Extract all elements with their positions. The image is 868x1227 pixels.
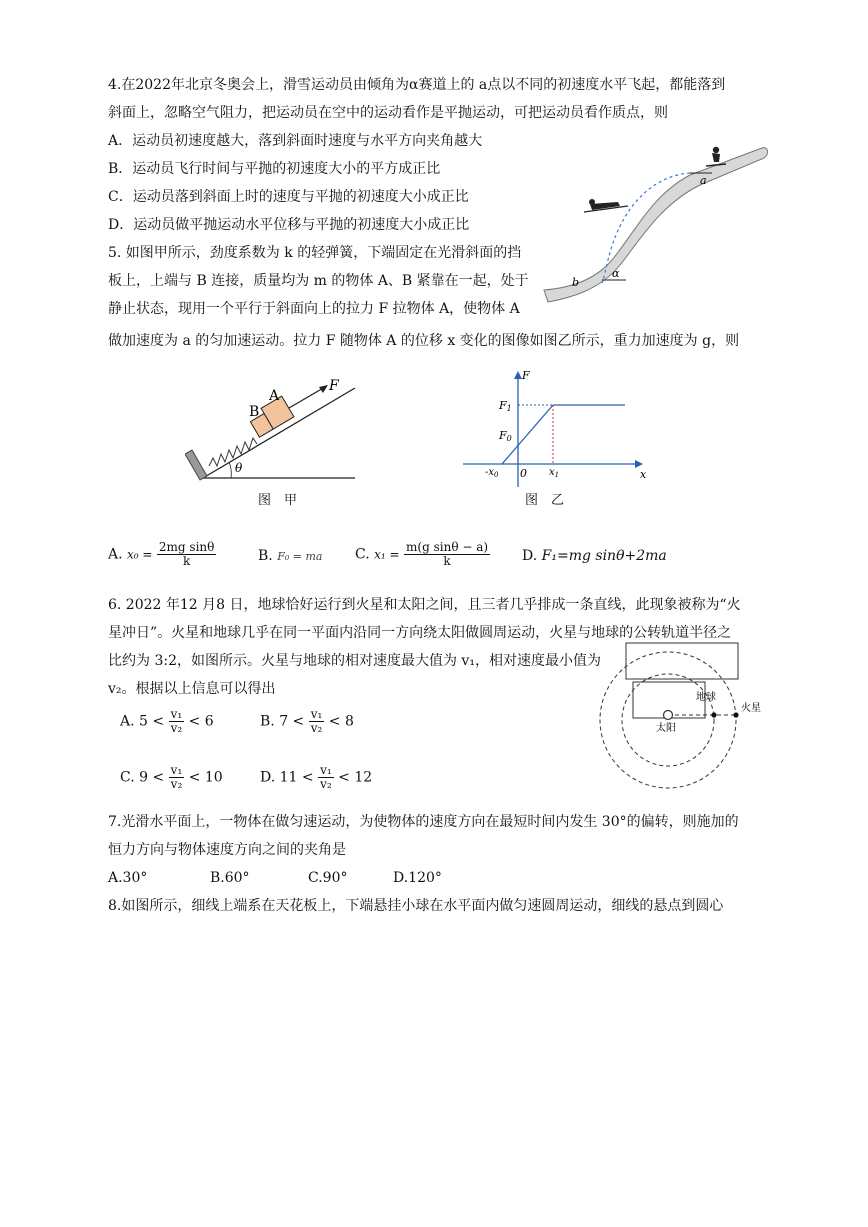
q6-option-d: D. 11 < $\frac{\text{v₁}}{\text{v₂}}$ < 12 bbox=[260, 763, 373, 791]
q5-option-c: C. x₁ = $\frac{\text{m(g sinθ − a)}}{k}$ bbox=[355, 540, 489, 568]
q6-option-a: A. 5 < $\frac{\text{v₁}}{\text{v₂}}$ < 6 bbox=[120, 707, 214, 735]
earth-dot bbox=[711, 712, 716, 717]
q7-stem-line1: 7.光滑水平面上，一物体在做匀速运动，为使物体的速度方向在最短时间内发生 30°的偏转，则施加的 bbox=[108, 814, 739, 830]
q4-option-a: A．运动员初速度越大，落到斜面时速度与水平方向夹角越大 bbox=[108, 133, 483, 149]
label-block-b: B bbox=[249, 404, 260, 420]
q7-stem-line2: 恒力方向与物体速度方向之间的夹角是 bbox=[108, 842, 346, 858]
q5-stem-line1: 5. 如图甲所示，劲度系数为 k 的轻弹簧，下端固定在光滑斜面的挡 bbox=[108, 245, 522, 261]
label-force: F bbox=[329, 378, 339, 394]
q6-stem-line1: 6. 2022 年12 月8 日，地球恰好运行到火星和太阳之间，且三者几乎排成一条直线，此现象被称为“火 bbox=[108, 597, 741, 613]
q4-option-c: C．运动员落到斜面上时的速度与平抛的初速度大小成正比 bbox=[108, 189, 469, 205]
label-earth: 地球 bbox=[696, 692, 716, 703]
q6-stem-line3: 比约为 3:2，如图所示。火星与地球的相对速度最大值为 v₁，相对速度最小值为 bbox=[108, 653, 601, 669]
q5-stem-line4: 做加速度为 a 的匀加速运动。拉力 F 随物体 A 的位移 x 变化的图像如图乙所示，重力加速度为 g，则 bbox=[108, 333, 740, 349]
q7-option-d: D.120° bbox=[393, 870, 442, 886]
label-neg-x0: $-x_0$ bbox=[485, 467, 499, 479]
label-sun: 太阳 bbox=[656, 723, 676, 734]
q4-stem-line1: 4.在2022年北京冬奥会上，滑雪运动员由倾角为α赛道上的 a点以不同的初速度水平飞起，都能落到 bbox=[108, 77, 726, 93]
blank-box-top bbox=[626, 643, 738, 679]
figure-jia bbox=[185, 378, 360, 503]
baffle-plate bbox=[185, 450, 207, 480]
ski-slope-figure bbox=[540, 140, 770, 310]
q7-option-b: B.60° bbox=[210, 870, 250, 886]
spring bbox=[209, 438, 257, 466]
q4-option-d: D．运动员做平抛运动水平位移与平抛的初速度大小成正比 bbox=[108, 217, 470, 233]
caption-yi: 图 乙 bbox=[525, 493, 565, 508]
q7-option-c: C.90° bbox=[308, 870, 348, 886]
axis-label-f: F bbox=[522, 369, 530, 382]
axis-label-x: x bbox=[640, 468, 647, 481]
label-alpha: α bbox=[612, 267, 620, 280]
q5-option-b: B. F₀ = ma bbox=[258, 548, 323, 564]
label-f1: F1 bbox=[499, 399, 512, 413]
q6-stem-line4: v₂。根据以上信息可以得出 bbox=[108, 681, 276, 697]
q8-stem-line1: 8.如图所示，细线上端系在天花板上，下端悬挂小球在水平面内做匀速圆周运动，细线的悬点到圆心 bbox=[108, 898, 724, 914]
q6-stem-line2: 星冲日”。火星和地球几乎在同一平面内沿同一方向绕太阳做圆周运动，火星与地球的公转轨道半径之 bbox=[108, 625, 732, 641]
q5-option-d: D. F₁=mg sinθ+2ma bbox=[522, 548, 667, 564]
label-f0: F0 bbox=[499, 429, 512, 443]
label-block-a: A bbox=[269, 388, 280, 404]
q5-stem-line2: 板上，上端与 B 连接，质量均为 m 的物体 A、B 紧靠在一起，处于 bbox=[108, 273, 529, 289]
orbit-figure bbox=[596, 638, 776, 798]
force-arrow bbox=[289, 387, 325, 408]
figure-yi bbox=[455, 365, 655, 495]
q4-stem-line2: 斜面上，忽略空气阻力，把运动员在空中的运动看作是平抛运动，可把运动员看作质点，则 bbox=[108, 105, 668, 121]
q6-option-b: B. 7 < $\frac{\text{v₁}}{\text{v₂}}$ < 8 bbox=[260, 707, 354, 735]
mars-dot bbox=[733, 712, 738, 717]
q4-option-b: B．运动员飞行时间与平抛的初速度大小的平方成正比 bbox=[108, 161, 441, 177]
caption-jia: 图 甲 bbox=[258, 493, 298, 508]
label-a: a bbox=[700, 174, 707, 187]
q6-option-c: C. 9 < $\frac{\text{v₁}}{\text{v₂}}$ < 10 bbox=[120, 763, 223, 791]
skier-flying-icon bbox=[584, 199, 628, 212]
label-x1: $x_1$ bbox=[549, 467, 560, 479]
label-theta: θ bbox=[235, 461, 243, 475]
label-mars: 火星 bbox=[741, 703, 761, 714]
label-b: b bbox=[572, 276, 580, 289]
sun-icon bbox=[664, 711, 673, 720]
q5-option-a: A. x₀ = $\frac{\text{2mg sinθ}}{k}$ bbox=[108, 540, 215, 568]
q7-option-a: A.30° bbox=[108, 870, 148, 886]
label-origin: 0 bbox=[520, 467, 527, 480]
q5-stem-line3: 静止状态，现用一个平行于斜面向上的拉力 F 拉物体 A，使物体 A bbox=[108, 301, 520, 317]
